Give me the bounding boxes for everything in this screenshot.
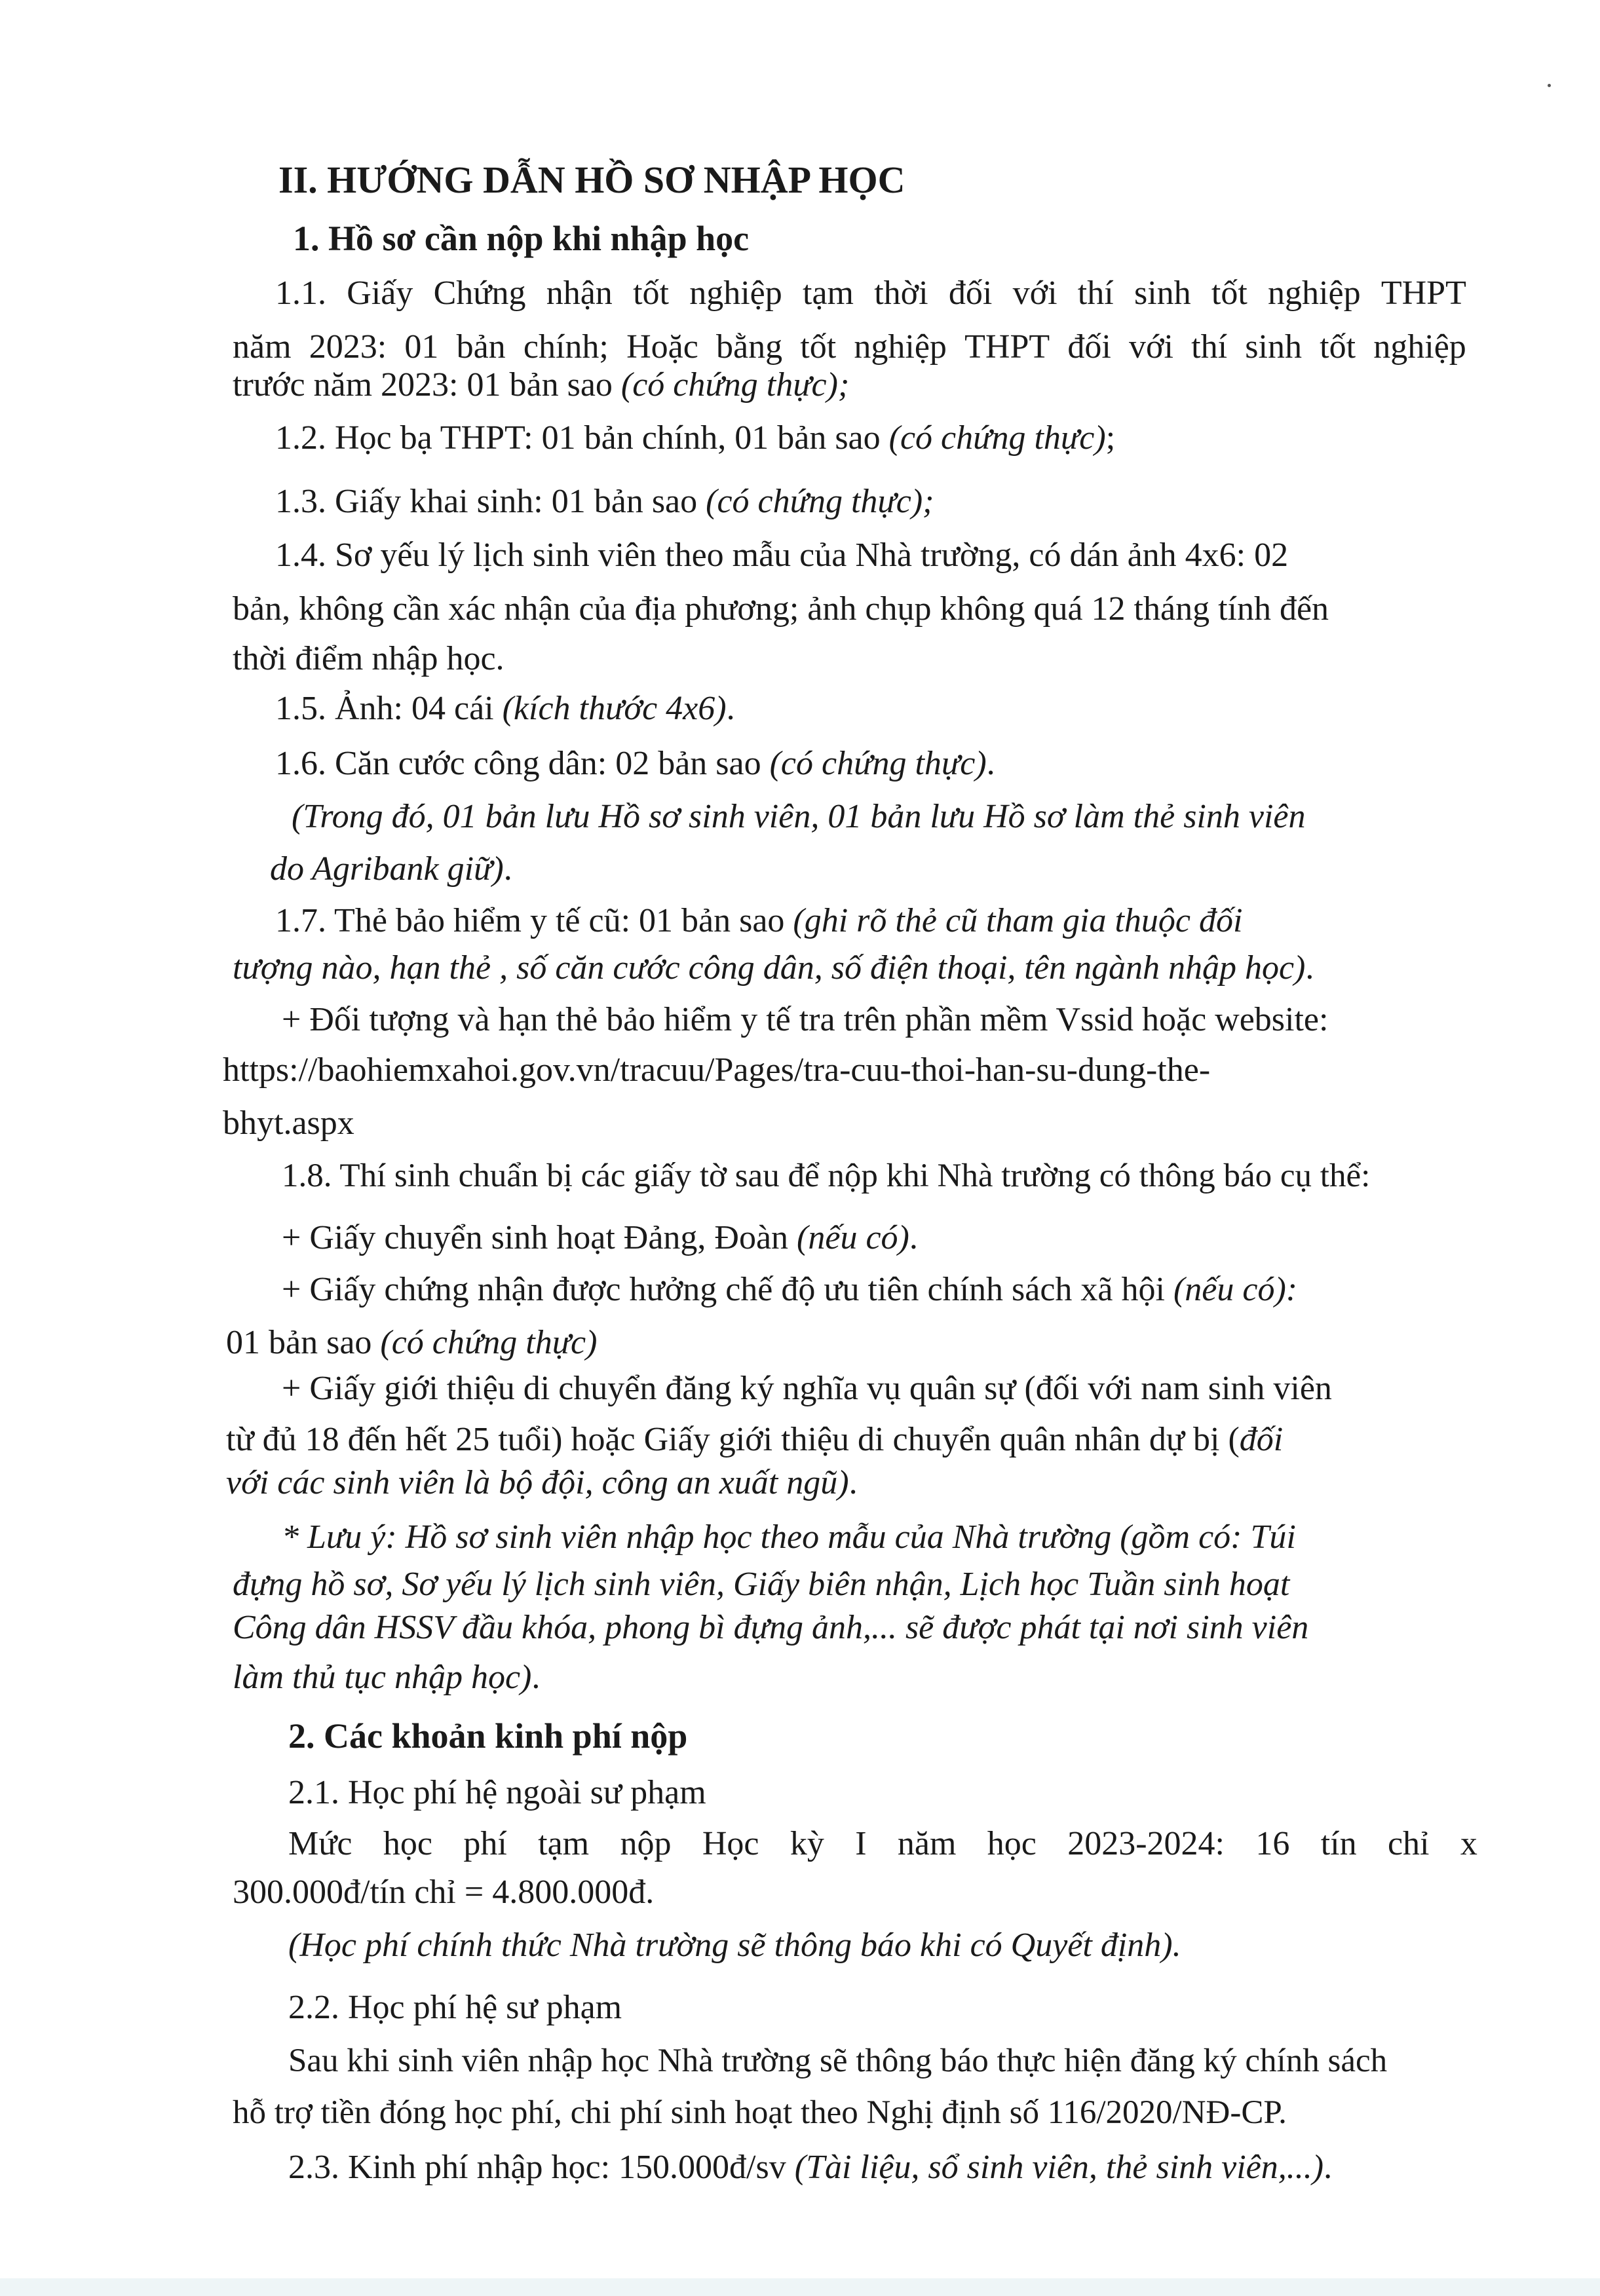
item-1-7-note-line-1: + Đối tượng và hạn thẻ bảo hiểm y tế tra trên phần mềm Vssid hoặc website: xyxy=(282,1001,1329,1038)
item-2-3: 2.3. Kinh phí nhập học: 150.000đ/sv (Tài liệu, sổ sinh viên, thẻ sinh viên,...). xyxy=(288,2149,1333,2186)
item-1-7-note-line-3: bhyt.aspx xyxy=(223,1104,354,1142)
item-2-2-line-2: hỗ trợ tiền đóng học phí, chi phí sinh hoạt theo Nghị định số 116/2020/NĐ-CP. xyxy=(233,2094,1287,2131)
item-1-8-c-line-3: với các sinh viên là bộ đội, công an xuất ngũ). xyxy=(226,1464,858,1501)
item-2-1-note: (Học phí chính thức Nhà trường sẽ thông báo khi có Quyết định). xyxy=(288,1927,1181,1964)
item-1-1-line-1: 1.1. Giấy Chứng nhận tốt nghiệp tạm thời đối với thí sinh tốt nghiệp THPT xyxy=(275,274,1466,312)
item-1-6-note-line-2: do Agribank giữ). xyxy=(270,850,512,888)
item-1-8-b-line-2: 01 bản sao (có chứng thực) xyxy=(226,1324,598,1361)
item-1-8-b-line-1: + Giấy chứng nhận được hưởng chế độ ưu tiên chính sách xã hội (nếu có): xyxy=(282,1271,1298,1308)
item-1-7-line-2: tượng nào, hạn thẻ , số căn cước công dân, số điện thoại, tên ngành nhập học). xyxy=(233,949,1314,987)
item-1-4-line-3: thời điểm nhập học. xyxy=(233,640,505,677)
item-1-5: 1.5. Ảnh: 04 cái (kích thước 4x6). xyxy=(275,690,735,727)
item-2-1-title: 2.1. Học phí hệ ngoài sư phạm xyxy=(288,1774,706,1811)
item-1-7-note-line-2: https://baohiemxahoi.gov.vn/tracuu/Pages/tra-cuu-thoi-han-su-dung-the- xyxy=(223,1051,1211,1089)
subsection-title-2: 2. Các khoản kinh phí nộp xyxy=(288,1716,688,1756)
item-1-1-line-2: năm 2023: 01 bản chính; Hoặc bằng tốt nghiệp THPT đối với thí sinh tốt nghiệp xyxy=(233,328,1466,366)
item-1-8-c-line-1: + Giấy giới thiệu di chuyển đăng ký nghĩa vụ quân sự (đối với nam sinh viên xyxy=(282,1370,1332,1407)
item-1-8: 1.8. Thí sinh chuẩn bị các giấy tờ sau để nộp khi Nhà trường có thông báo cụ thể: xyxy=(282,1157,1371,1194)
note-line-1: * Lưu ý: Hồ sơ sinh viên nhập học theo mẫu của Nhà trường (gồm có: Túi xyxy=(282,1518,1296,1556)
item-2-2-title: 2.2. Học phí hệ sư phạm xyxy=(288,1989,622,2026)
item-1-7-line-1: 1.7. Thẻ bảo hiểm y tế cũ: 01 bản sao (ghi rõ thẻ cũ tham gia thuộc đối xyxy=(275,902,1243,939)
note-line-3: Công dân HSSV đầu khóa, phong bì đựng ảnh,... sẽ được phát tại nơi sinh viên xyxy=(233,1609,1309,1646)
item-1-2: 1.2. Học bạ THPT: 01 bản chính, 01 bản sao (có chứng thực); xyxy=(275,419,1116,457)
scan-speck xyxy=(1548,84,1551,87)
item-1-1-line-3: trước năm 2023: 01 bản sao (có chứng thực); xyxy=(233,366,850,404)
item-2-1-line-2: 300.000đ/tín chỉ = 4.800.000đ. xyxy=(233,1873,655,1911)
item-1-8-a: + Giấy chuyển sinh hoạt Đảng, Đoàn (nếu có). xyxy=(282,1219,918,1256)
item-1-6-note-line-1: (Trong đó, 01 bản lưu Hồ sơ sinh viên, 01 bản lưu Hồ sơ làm thẻ sinh viên xyxy=(292,798,1306,835)
subsection-title-1: 1. Hồ sơ cần nộp khi nhập học xyxy=(293,219,750,258)
item-2-1-line-1: Mức học phí tạm nộp Học kỳ I năm học 2023-2024: 16 tín chỉ x xyxy=(288,1825,1477,1862)
item-2-2-line-1: Sau khi sinh viên nhập học Nhà trường sẽ thông báo thực hiện đăng ký chính sách xyxy=(288,2042,1388,2079)
item-1-8-c-line-2: từ đủ 18 đến hết 25 tuổi) hoặc Giấy giới thiệu di chuyển quân nhân dự bị (đối xyxy=(226,1421,1284,1458)
note-line-2: đựng hồ sơ, Sơ yếu lý lịch sinh viên, Giấy biên nhận, Lịch học Tuần sinh hoạt xyxy=(233,1566,1290,1603)
item-1-3: 1.3. Giấy khai sinh: 01 bản sao (có chứng thực); xyxy=(275,483,934,520)
note-line-4: làm thủ tục nhập học). xyxy=(233,1659,541,1696)
scan-bottom-edge xyxy=(0,2278,1600,2296)
item-1-4-line-1: 1.4. Sơ yếu lý lịch sinh viên theo mẫu của Nhà trường, có dán ảnh 4x6: 02 xyxy=(275,536,1289,574)
section-title: II. HƯỚNG DẪN HỒ SƠ NHẬP HỌC xyxy=(278,159,905,201)
item-1-4-line-2: bản, không cần xác nhận của địa phương; ảnh chụp không quá 12 tháng tính đến xyxy=(233,590,1329,628)
item-1-6: 1.6. Căn cước công dân: 02 bản sao (có chứng thực). xyxy=(275,745,995,782)
